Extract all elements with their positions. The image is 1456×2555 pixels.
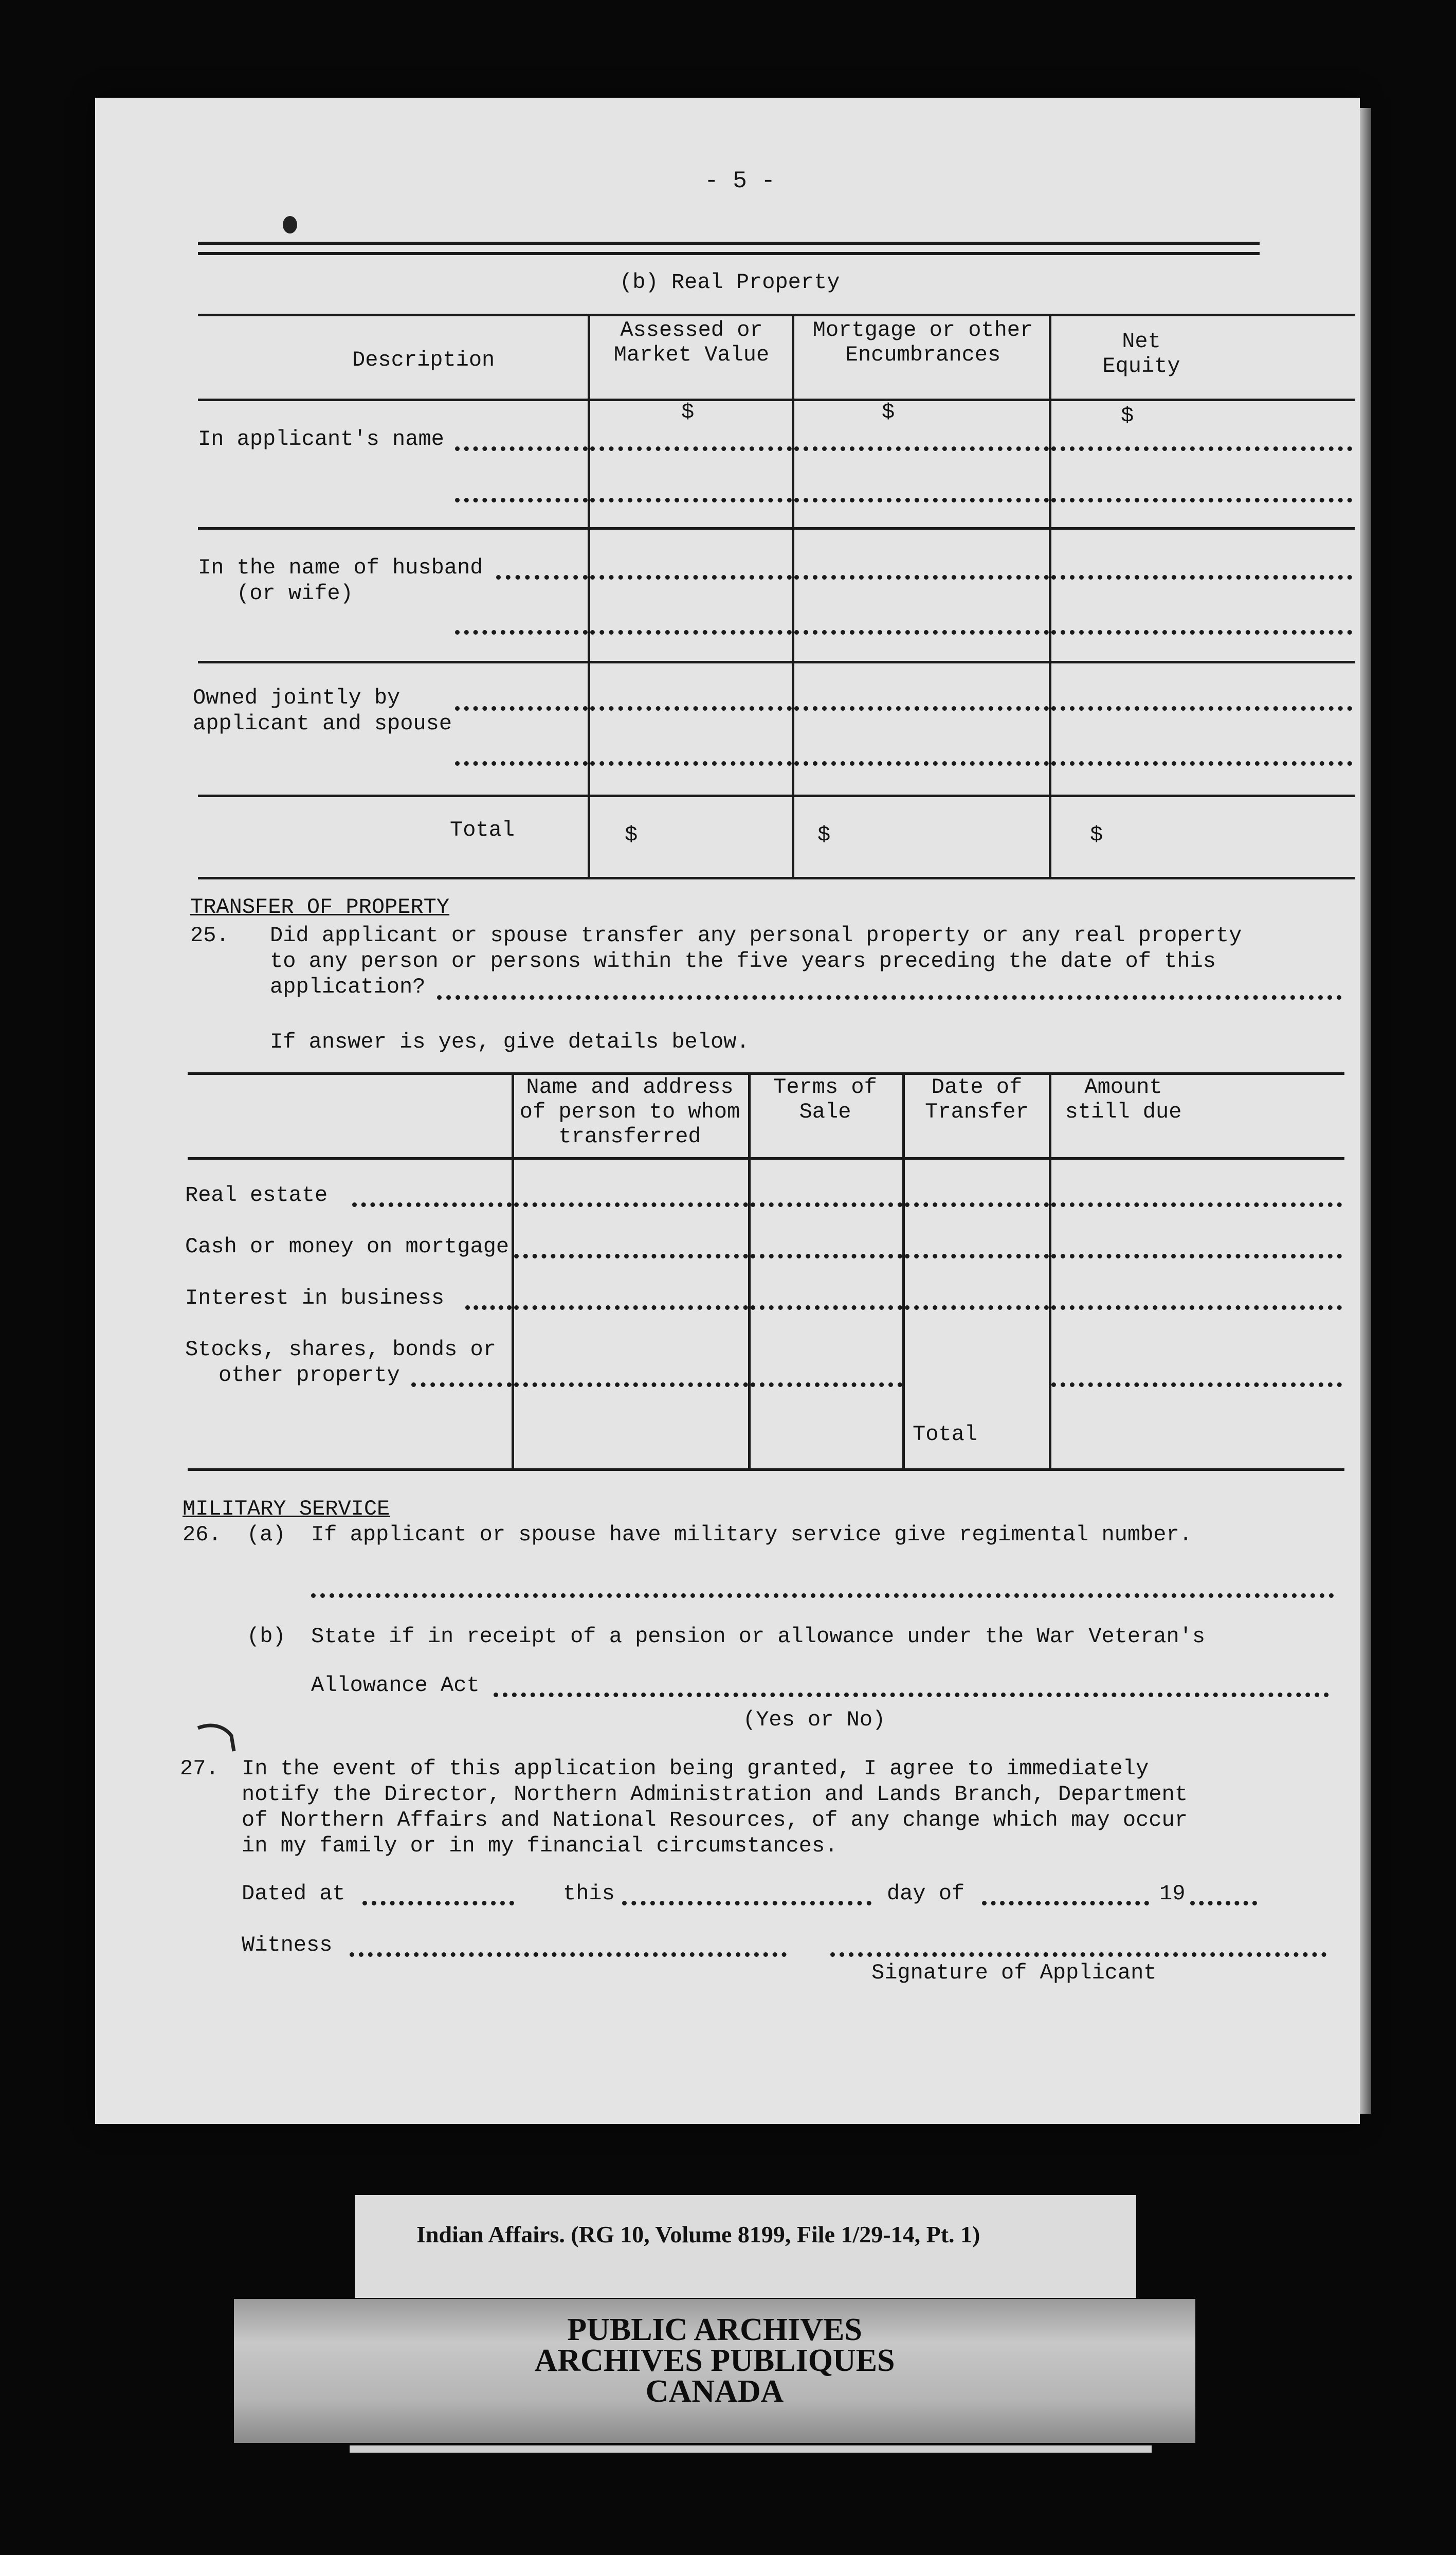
currency-sign: $ [882, 400, 895, 425]
dated-at-label: Dated at [242, 1881, 345, 1906]
stamp-line1: PUBLIC ARCHIVES [567, 2312, 862, 2347]
day-of-label: day of [887, 1881, 965, 1906]
row-applicant-name: In applicant's name [198, 427, 444, 452]
currency-sign: $ [1121, 404, 1134, 428]
q26b-text: State if in receipt of a pension or allowance under the War Veteran's [311, 1624, 1206, 1649]
currency-sign: $ [681, 400, 695, 425]
year-label: 19 [1159, 1881, 1186, 1906]
col-mortgage: Mortgage or other Encumbrances [812, 318, 1033, 367]
transfer-heading: TRANSFER OF PROPERTY [190, 895, 450, 920]
q25-number: 25. [190, 923, 229, 948]
q26-number: 26. [183, 1522, 222, 1547]
pencil-mark [283, 216, 297, 233]
archive-reference-card [355, 2195, 1136, 2298]
row-owned-jointly: Owned jointly by [193, 686, 401, 710]
real-property-total-label: Total [450, 818, 515, 842]
arrow-mark-icon [195, 1720, 242, 1756]
row-other-property: other property [219, 1363, 400, 1388]
q27-line3: of Northern Affairs and National Resources, of any change which may occur [242, 1808, 1188, 1832]
row-cash-mortgage: Cash or money on mortgage [185, 1234, 509, 1259]
stamp-line3: CANADA [645, 2374, 784, 2409]
col-amount-due: Amount still due [1065, 1075, 1182, 1124]
row-real-estate: Real estate [185, 1183, 328, 1208]
col-description: Description [352, 348, 495, 372]
q26a-label: (a) [247, 1522, 286, 1547]
stamp-line2: ARCHIVES PUBLIQUES [534, 2343, 895, 2378]
q27-number: 27. [180, 1756, 219, 1781]
col-date-of-transfer: Date of Transfer [925, 1075, 1029, 1124]
page-number: - 5 - [704, 168, 776, 194]
currency-sign: $ [1090, 823, 1103, 848]
row-husband-wife: In the name of husband [198, 555, 483, 580]
col-assessed-value: Assessed or Market Value [613, 318, 770, 367]
military-heading: MILITARY SERVICE [183, 1497, 390, 1521]
transfer-total-label: Total [913, 1422, 978, 1447]
row-or-wife: (or wife) [236, 581, 353, 606]
document-page [95, 98, 1360, 2124]
witness-label: Witness [242, 1933, 333, 1957]
q25-instruction: If answer is yes, give details below. [270, 1030, 750, 1054]
q26b-act: Allowance Act [311, 1673, 480, 1698]
q26b-label: (b) [247, 1624, 286, 1649]
q25-line1: Did applicant or spouse transfer any personal property or any real property [270, 923, 1242, 948]
currency-sign: $ [625, 823, 638, 848]
q27-line2: notify the Director, Northern Administration and Lands Branch, Department [242, 1782, 1188, 1807]
archives-stamp [234, 2299, 1195, 2443]
archive-reference: Indian Affairs. (RG 10, Volume 8199, File 1/29-14, Pt. 1) [416, 2221, 980, 2247]
yes-no-hint: (Yes or No) [743, 1707, 886, 1732]
row-interest-business: Interest in business [185, 1286, 445, 1310]
col-terms-of-sale: Terms of Sale [773, 1075, 877, 1124]
row-applicant-spouse: applicant and spouse [193, 711, 452, 736]
this-label: this [563, 1881, 615, 1906]
q26a-text: If applicant or spouse have military service give regimental number. [311, 1522, 1192, 1547]
signature-label: Signature of Applicant [871, 1960, 1157, 1985]
col-net-equity: Net Equity [1102, 329, 1180, 379]
currency-sign: $ [817, 823, 831, 848]
col-name-address: Name and address of person to whom transferred [519, 1075, 740, 1149]
q25-line2: to any person or persons within the five years preceding the date of this [270, 949, 1216, 974]
q27-line4: in my family or in my financial circumstances. [242, 1833, 838, 1858]
row-stocks-shares: Stocks, shares, bonds or [185, 1337, 496, 1362]
q25-line3: application? [270, 975, 426, 999]
real-property-heading: (b) Real Property [620, 270, 840, 295]
strip-edge [350, 2445, 1152, 2453]
q27-line1: In the event of this application being granted, I agree to immediately [242, 1756, 1149, 1781]
